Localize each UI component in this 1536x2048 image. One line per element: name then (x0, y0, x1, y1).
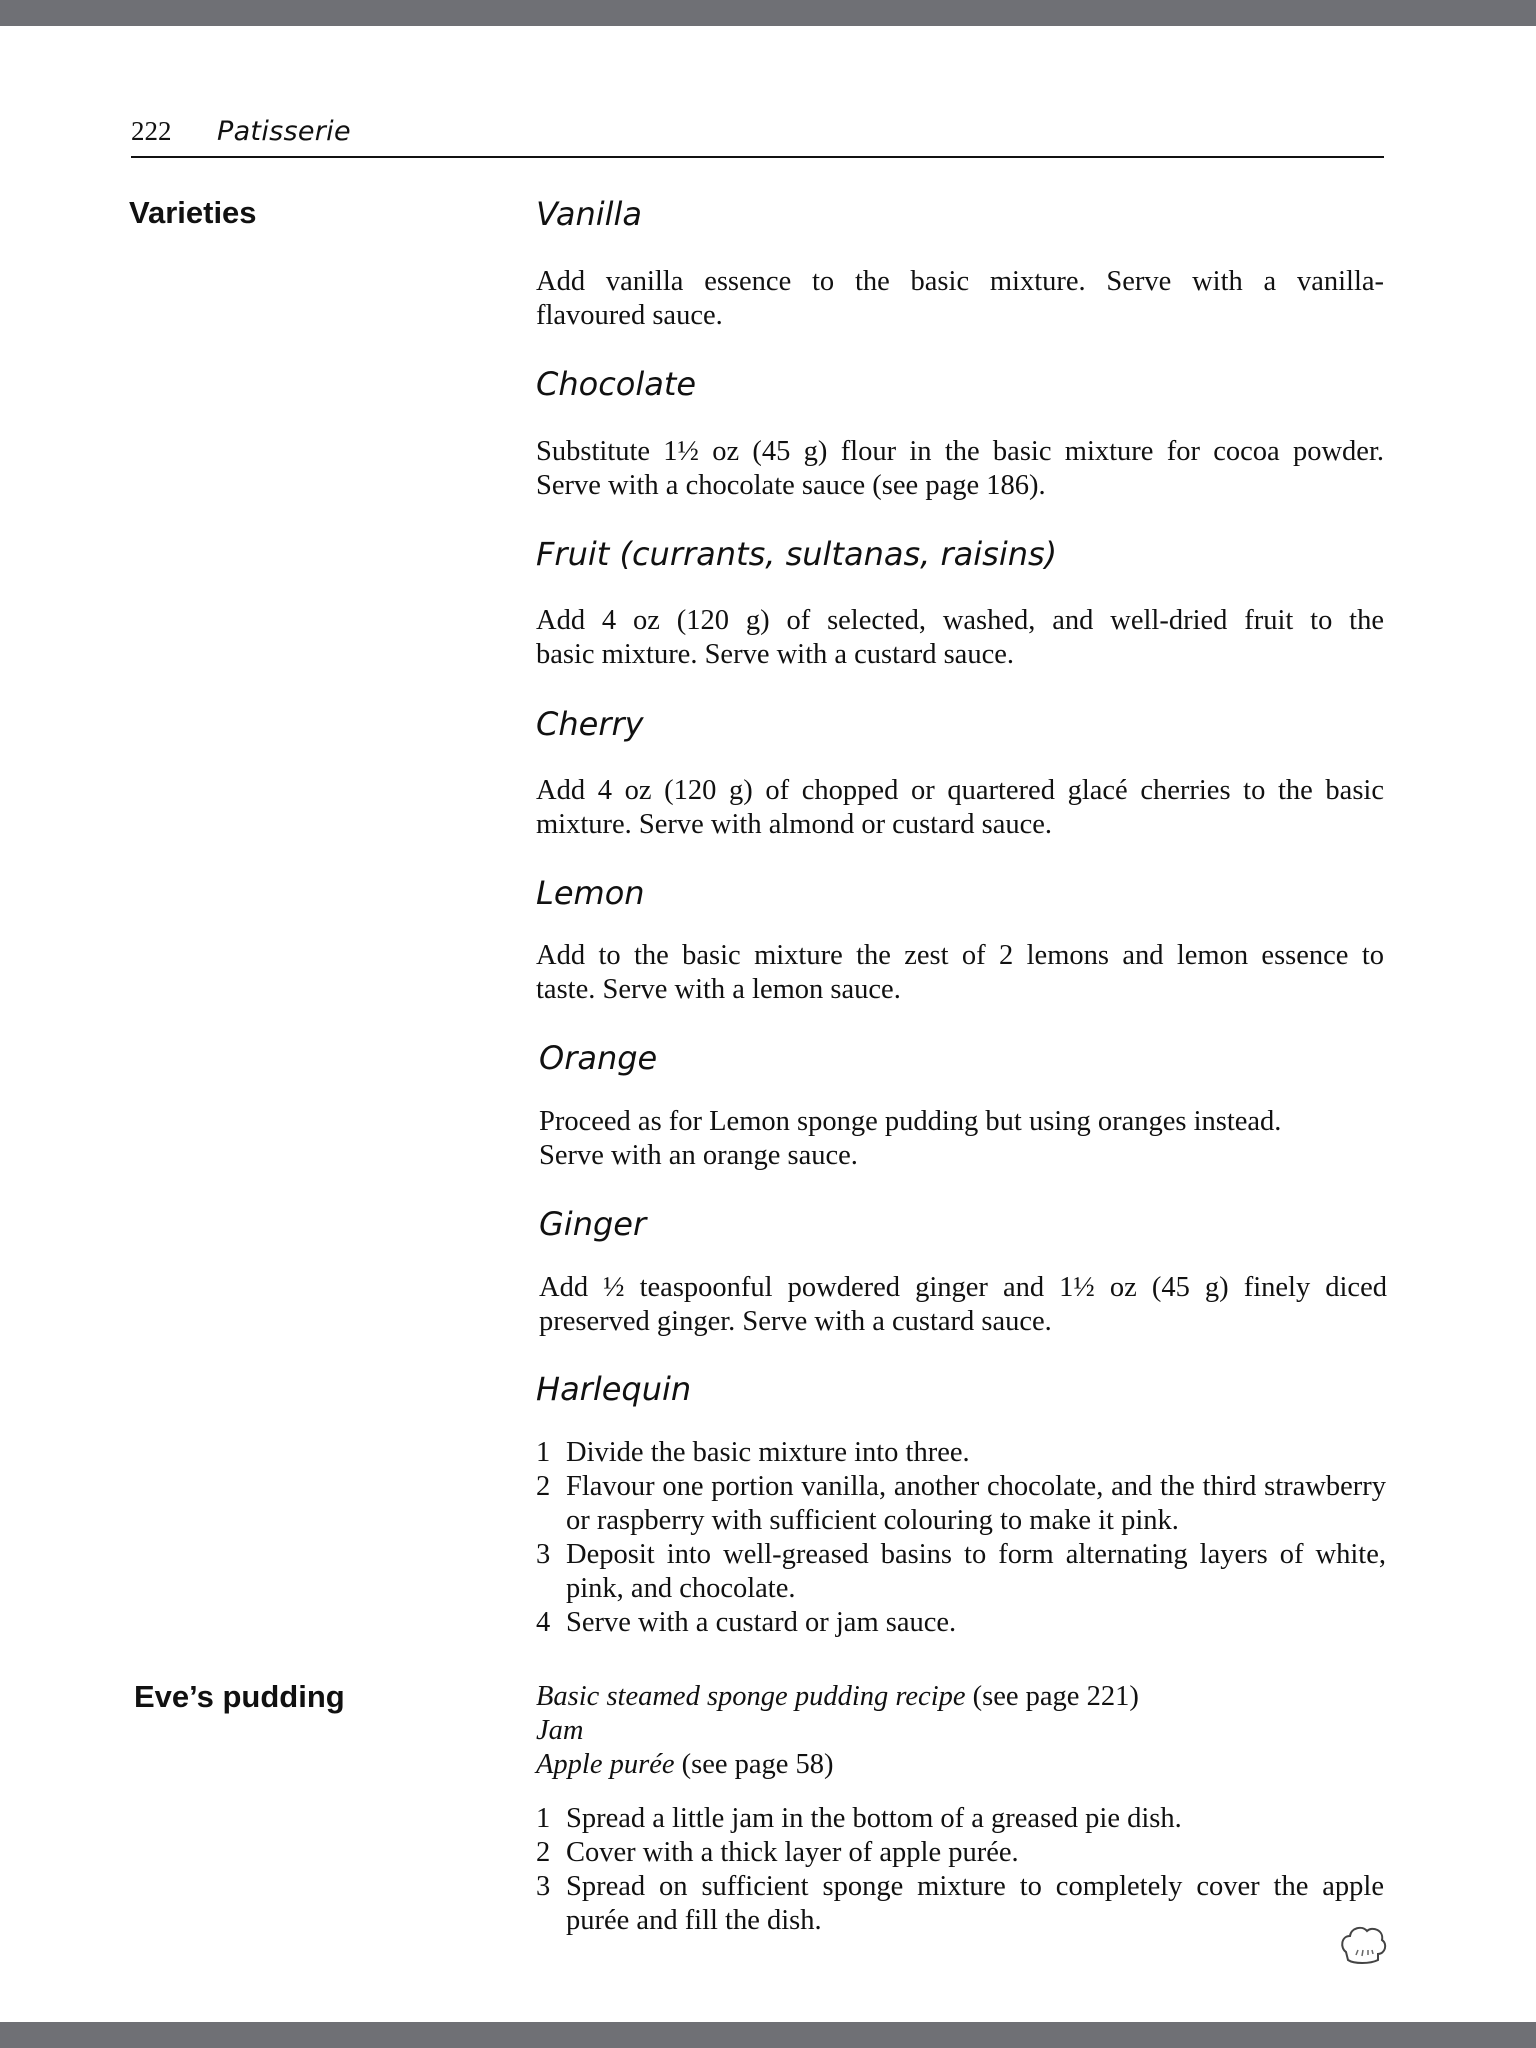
variety-text-chocolate: Substitute 1½ oz (45 g) flour in the basic mixture for cocoa powder. Serve with a chocolate sauce (see page 186). (536, 436, 1384, 501)
bottom-frame-bar (0, 2022, 1536, 2048)
variety-title-harlequin: Harlequin (536, 1370, 692, 1408)
top-frame-bar (0, 0, 1536, 26)
variety-text-orange: Proceed as for Lemon sponge pudding but using oranges instead. Serve with an orange sauce. (539, 1106, 1282, 1171)
variety-text-fruit: Add 4 oz (120 g) of selected, washed, and well-dried fruit to the basic mixture. Serve with a custard sauce. (536, 605, 1384, 670)
varieties-heading: Varieties (129, 195, 257, 230)
running-title: Patisserie (217, 116, 351, 147)
running-head (131, 112, 1384, 158)
variety-text-vanilla: Add vanilla essence to the basic mixture. Serve with a vanilla- flavoured sauce. (536, 266, 1384, 331)
page-number: 222 (131, 116, 172, 146)
variety-title-fruit: Fruit (currants, sultanas, raisins) (536, 535, 1058, 573)
list-item: 2 Cover with a thick layer of apple purée. (536, 1837, 1019, 1868)
ingredient: Basic steamed sponge pudding recipe (see page 221) (536, 1681, 1139, 1712)
variety-text-cherry: Add 4 oz (120 g) of chopped or quartered glacé cherries to the basic mixture. Serve with almond or custard sauce. (536, 775, 1384, 840)
chef-hat-icon (1338, 1922, 1388, 1968)
ingredient: Jam (536, 1715, 584, 1746)
list-item: 3 Spread on sufficient sponge mixture to completely cover the apple purée and fill the dish. (536, 1871, 1384, 1936)
list-item: 1 Divide the basic mixture into three. (536, 1437, 970, 1468)
variety-text-ginger: Add ½ teaspoonful powdered ginger and 1½ oz (45 g) finely diced preserved ginger. Serve with a custard sauce. (539, 1272, 1387, 1337)
list-item: 3 Deposit into well-greased basins to form alternating layers of white, pink, and chocolate. (536, 1539, 1386, 1604)
variety-title-cherry: Cherry (536, 705, 644, 743)
eves-pudding-steps (536, 1802, 1384, 1938)
list-item: 2 Flavour one portion vanilla, another chocolate, and the third strawberry or raspberry with sufficient colouring to make it pink. (536, 1471, 1386, 1536)
variety-title-chocolate: Chocolate (536, 365, 697, 403)
list-item: 4 Serve with a custard or jam sauce. (536, 1607, 957, 1638)
eves-pudding-heading: Eve’s pudding (134, 1679, 345, 1714)
list-item: 1 Spread a little jam in the bottom of a greased pie dish. (536, 1803, 1182, 1834)
ingredients-list (536, 1680, 1139, 1782)
variety-title-ginger: Ginger (539, 1205, 647, 1243)
variety-title-vanilla: Vanilla (536, 195, 643, 233)
harlequin-steps (536, 1436, 1386, 1640)
variety-title-orange: Orange (539, 1039, 658, 1077)
variety-title-lemon: Lemon (536, 874, 645, 912)
ingredient: Apple purée (see page 58) (536, 1749, 834, 1780)
variety-text-lemon: Add to the basic mixture the zest of 2 lemons and lemon essence to taste. Serve with a lemon sauce. (536, 940, 1384, 1005)
